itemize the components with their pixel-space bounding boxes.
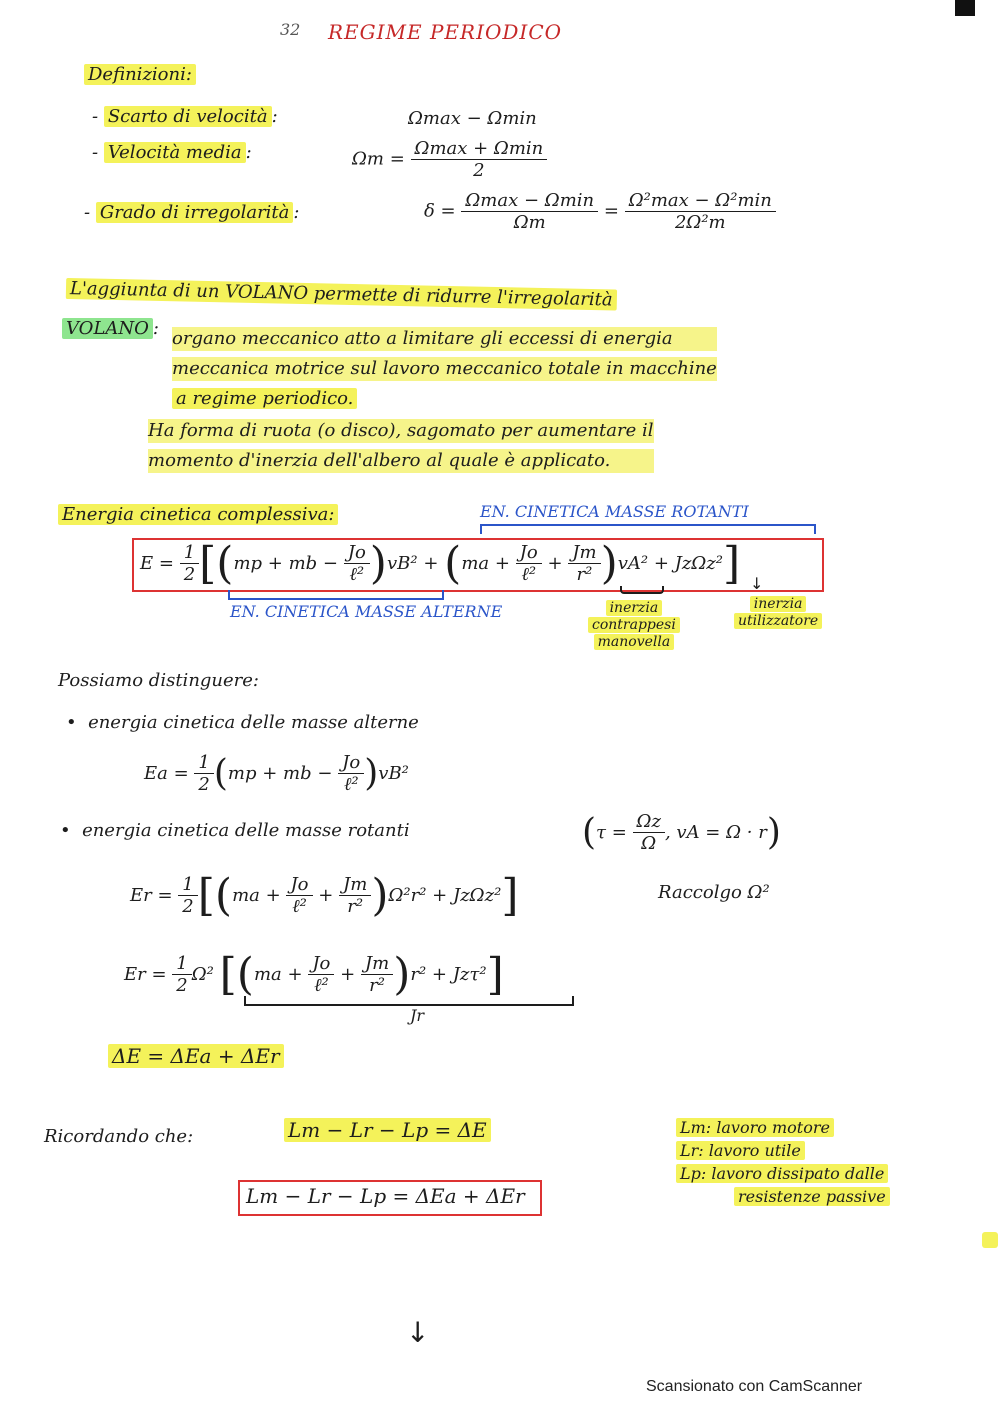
definition-irregularity: - Grado di irregolarità : <box>84 202 300 223</box>
volano-shape-line: momento d'inerzia dell'albero al quale è applicato. <box>148 446 654 476</box>
kinetic-heading: Energia cinetica complessiva: <box>58 504 338 525</box>
recall-label: Ricordando che: <box>44 1126 194 1147</box>
formula-er-2: Er = $\frac{1}{2}$ Ω² [( ma + $\frac{Jo}{\text{ℓ²}}$ + $\frac{Jm}{\text{r²}}$ ) r² + Jzτ² ] <box>124 948 504 1000</box>
delta-energy: ΔE = ΔEa + ΔEr <box>108 1044 284 1068</box>
definition-velocity-range: - Scarto di velocità : <box>92 106 278 127</box>
note-counterweight: inerzia contrappesi manovella <box>588 600 680 651</box>
formula-er-1: Er = $\frac{1}{2}$ [( ma + $\frac{Jo}{\text{ℓ²}}$ + $\frac{Jm}{\text{r²}}$ ) Ω²r² + JzΩz² ] <box>130 869 519 921</box>
formula-mean-velocity: Ωm = $\frac{\Omega\max + \Omega\min}{2}$ <box>352 138 547 181</box>
formula-irregularity: δ = $\frac{\Omega\max - \Omega\min}{\Omega m}$ = $\frac{\text{Ω²max − Ω²min}}{\text{2Ω²m}}$ <box>424 190 776 233</box>
volano-shape-line: Ha forma di ruota (o disco), sagomato per aumentare il <box>148 416 654 446</box>
volano-shape <box>148 416 654 476</box>
definitions-heading: Definizioni: <box>84 64 196 85</box>
highlight-mark <box>982 1232 998 1248</box>
formula-velocity-range: Ωmax − Ωmin <box>408 108 537 129</box>
formula-tau: ( τ = $\frac{\Omega z}{\Omega}$ , vA = Ω · r ) <box>582 810 781 854</box>
volano-def-line: organo meccanico atto a limitare gli eccessi di energia <box>172 324 717 354</box>
down-arrow-icon: ↓ <box>750 574 764 593</box>
kinetic-formula: E = $\frac{1}{2}$ [( mp + mb − $\frac{Jo}{\text{ℓ²}}$ ) vB² + ( ma + $\frac{Jo}{\text{ℓ²}}$ + $\frac{Jm}{\text{r²}}$ ) vA² + JzΩz² ] <box>140 537 741 589</box>
brace-rotating-masses <box>480 524 816 534</box>
scan-corner-mark <box>955 0 975 16</box>
volano-def-line: meccanica motrice sul lavoro meccanico totale in macchine <box>172 354 717 384</box>
definition-mean-velocity: - Velocità media : <box>92 142 252 163</box>
formula-ea: Ea = $\frac{1}{2}$ ( mp + mb − $\frac{Jo}{\text{ℓ²}}$ ) vB² <box>144 751 409 795</box>
label-rotating-masses: EN. CINETICA MASSE ROTANTI <box>480 502 749 521</box>
collect-note: Raccolgo Ω² <box>658 882 770 903</box>
brace-counterweight <box>620 586 664 594</box>
page-number: 32 <box>280 20 301 39</box>
volano-intro: L'aggiunta di un VOLANO permette di ridurre l'irregolarità <box>66 278 617 311</box>
item-alternating-energy: • energia cinetica delle masse alterne <box>66 712 419 733</box>
recall-eq2: Lm − Lr − Lp = ΔEa + ΔEr <box>246 1184 525 1208</box>
volano-term: VOLANO : <box>62 318 159 339</box>
volano-def-line: a regime periodico. <box>172 384 717 414</box>
note-user-inertia: inerzia utilizzatore <box>734 596 822 630</box>
jr-label: Jr <box>410 1006 425 1025</box>
distinguish-heading: Possiamo distinguere: <box>58 670 259 691</box>
scanner-watermark: Scansionato con CamScanner <box>646 1378 863 1395</box>
continue-arrow-icon: ↓ <box>406 1316 430 1349</box>
brace-jr <box>244 996 574 1006</box>
page-title: REGIME PERIODICO <box>328 20 563 44</box>
item-rotating-energy: • energia cinetica delle masse rotanti <box>60 820 410 841</box>
brace-alternating-masses <box>228 590 444 600</box>
work-legend: Lm: lavoro motore Lr: lavoro utile Lp: lavoro dissipato dalle resistenze passive <box>676 1116 890 1208</box>
volano-definition <box>172 324 717 414</box>
label-alternating-masses: EN. CINETICA MASSE ALTERNE <box>230 602 503 621</box>
recall-eq1: Lm − Lr − Lp = ΔE <box>284 1118 491 1142</box>
